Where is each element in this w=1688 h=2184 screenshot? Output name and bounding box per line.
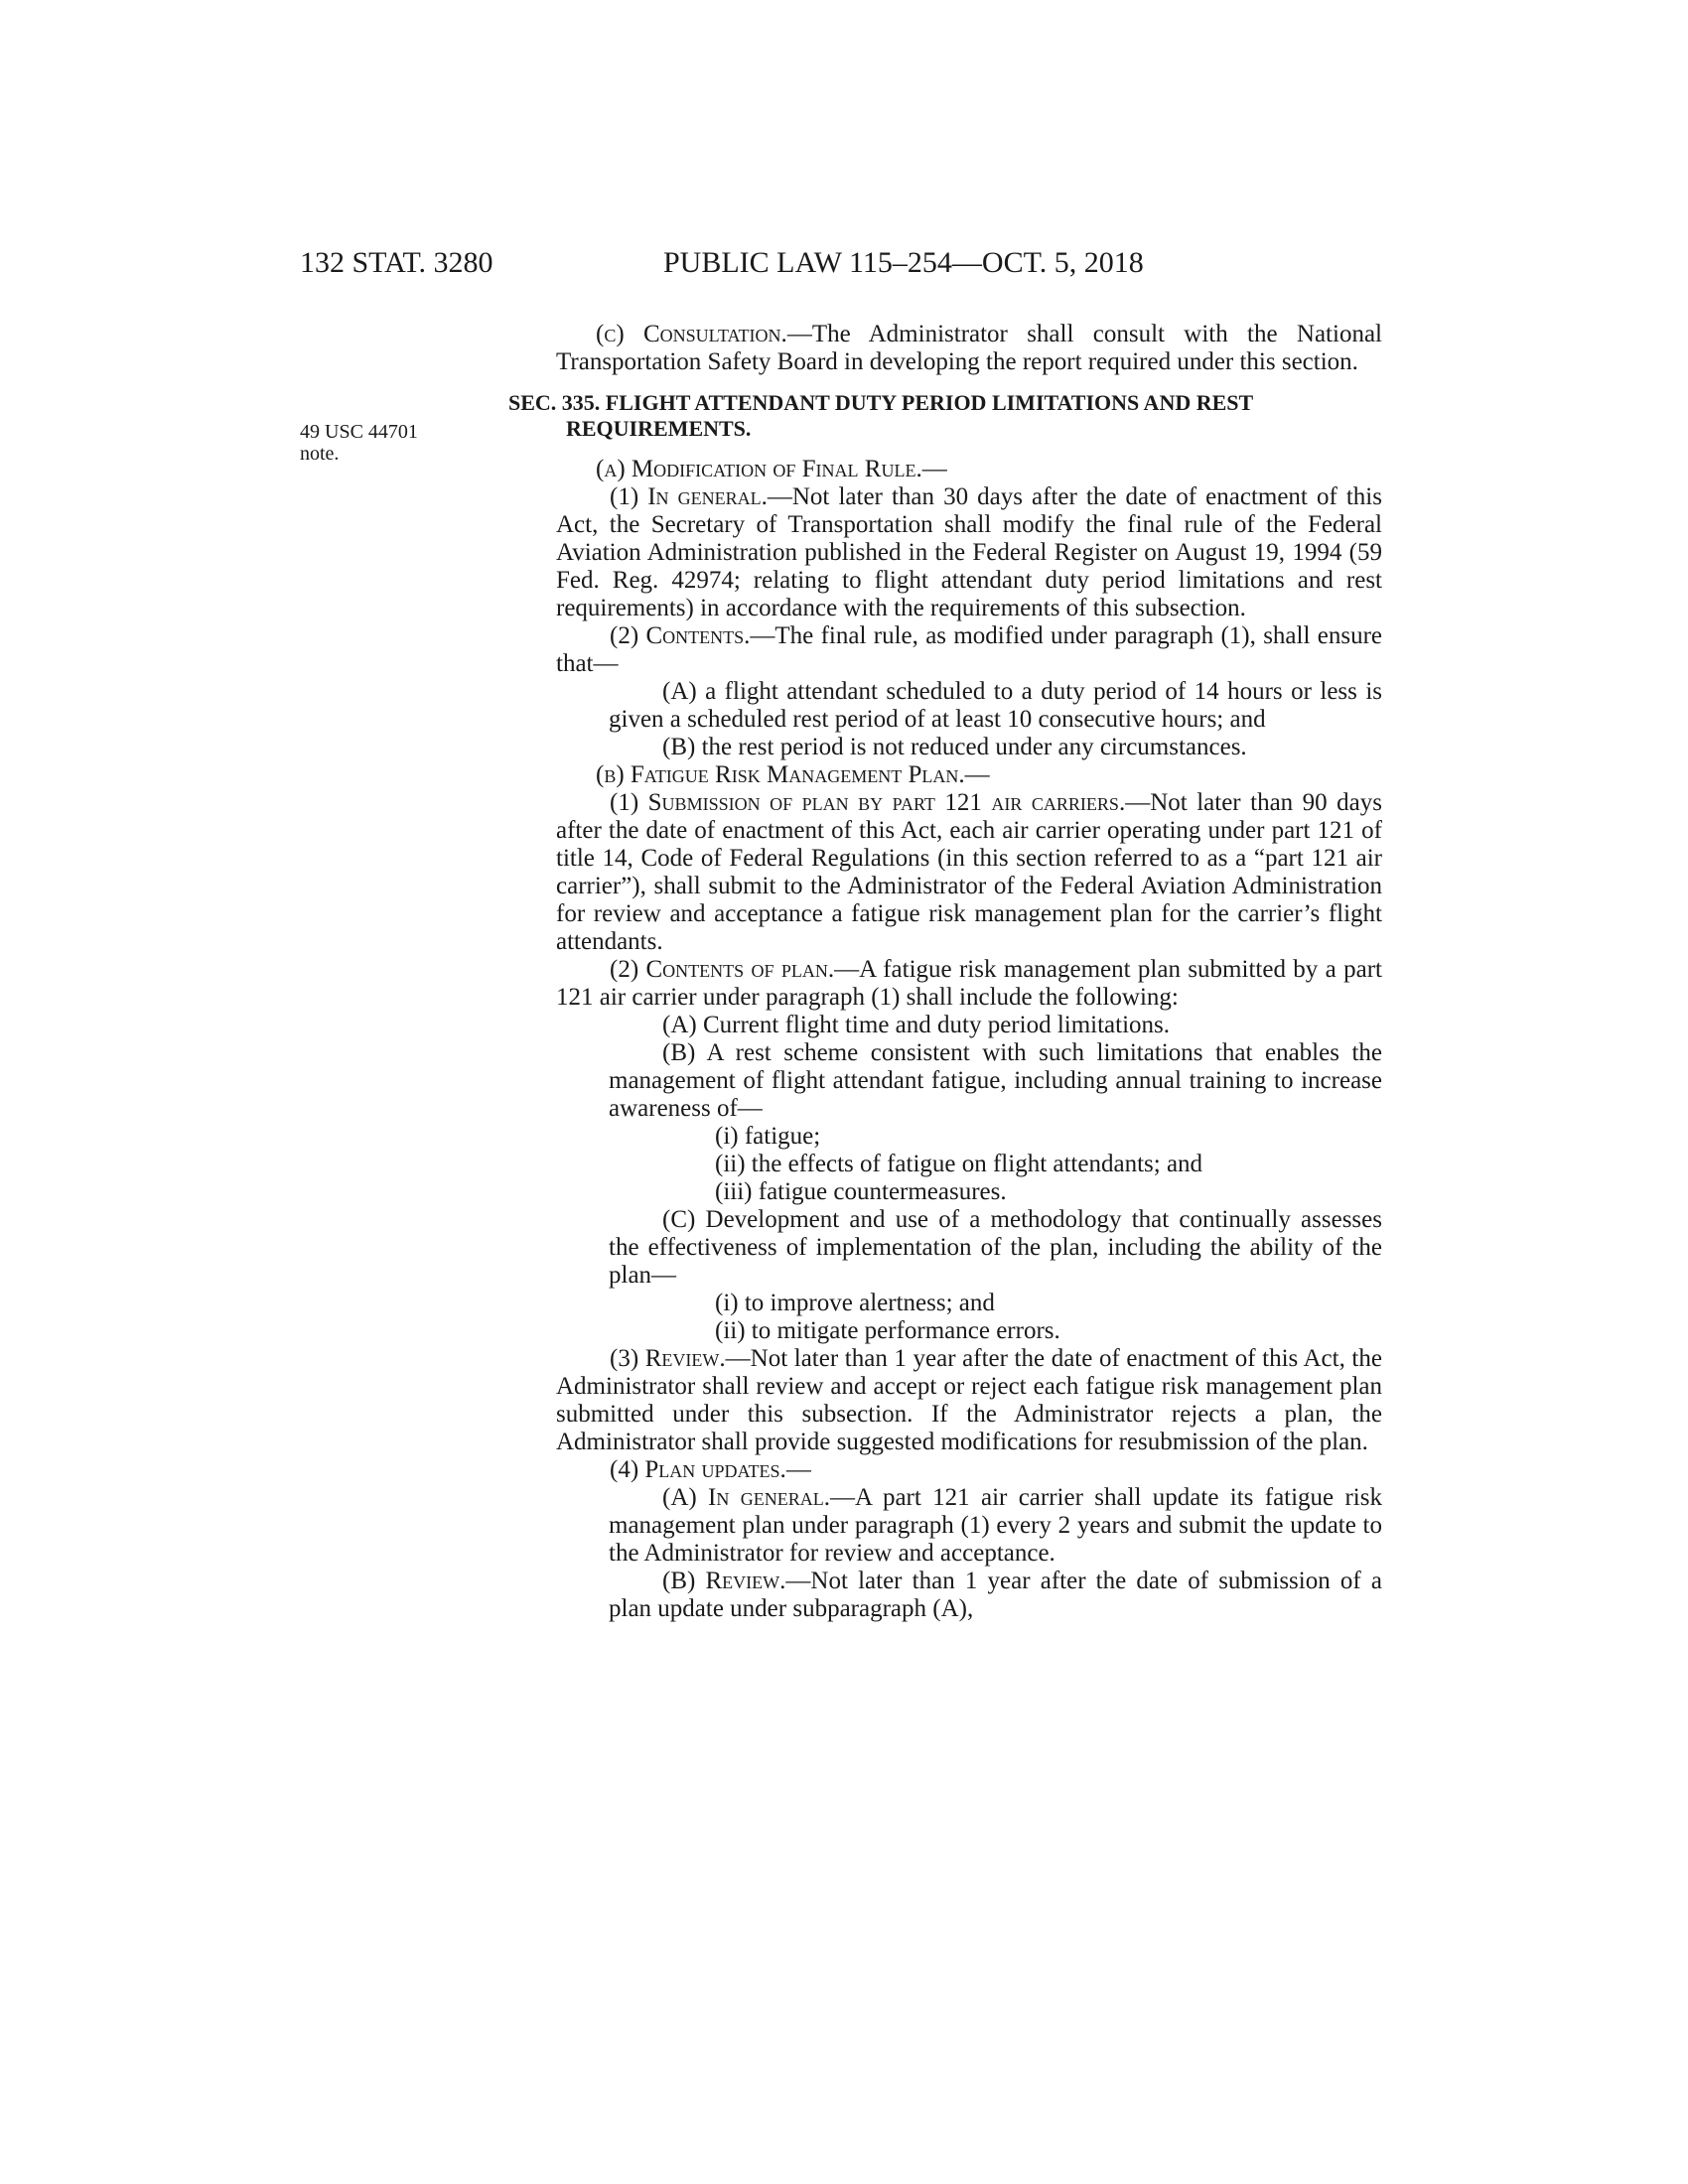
subparagraph-b2-A: (A) Current flight time and duty period limitations. bbox=[662, 1012, 1171, 1038]
subsection-label: (a) Modification of Final Rule. bbox=[596, 456, 922, 482]
subparagraph-b4-A bbox=[609, 1484, 1382, 1568]
paragraph-b1 bbox=[556, 789, 1382, 956]
paragraph-text: —Not later than 1 year after the date of enactment of this Act, the Administrator shall review and accept or reject each fatigue risk management plan submitted under this subsection. If the Administrator rejects a plan, the Administrator shall provide suggested modifications for resubmission of the plan. bbox=[556, 1345, 1382, 1455]
subsection-a-heading bbox=[556, 456, 1382, 483]
paragraph-a1 bbox=[556, 483, 1382, 622]
statute-page-number: 132 STAT. 3280 bbox=[300, 246, 493, 279]
paragraph-a2 bbox=[556, 622, 1382, 678]
margin-note-line-2: note. bbox=[300, 443, 340, 465]
subparagraph-a2-B: (B) the rest period is not reduced under any circumstances. bbox=[662, 734, 1247, 760]
subsection-label: (b) Fatigue Risk Management Plan. bbox=[596, 761, 965, 788]
paragraph-label: (1) Submission of plan by part 121 air carriers. bbox=[610, 789, 1126, 816]
subparagraph-text: —A part 121 air carrier shall update its fatigue risk management plan under paragraph (1) every 2 years and submit the update to the Administrator for review and acceptance. bbox=[609, 1484, 1382, 1567]
margin-note-line-1: 49 USC 44701 bbox=[300, 421, 418, 443]
paragraph-b3 bbox=[556, 1345, 1382, 1456]
paragraph-label: (1) In general. bbox=[610, 483, 768, 510]
clause-b2-C-i: (i) to improve alertness; and bbox=[715, 1290, 995, 1316]
clause-b2-C-ii: (ii) to mitigate performance errors. bbox=[715, 1317, 1060, 1344]
subsection-c-consultation bbox=[556, 321, 1382, 376]
subparagraph-a2-A: (A) a flight attendant scheduled to a duty period of 14 hours or less is given a scheduled rest period of at least 10 consecutive hours; and bbox=[609, 678, 1382, 733]
clause-b2-B-i: (i) fatigue; bbox=[715, 1123, 821, 1150]
subsection-b-heading bbox=[556, 761, 1382, 789]
paragraph-text: —Not later than 90 days after the date of enactment of this Act, each air carrier operating under part 121 of title 14, Code of Federal Regulations (in this section referred to as a “part 121 air carrier”), shall submit to the Administrator of the Federal Aviation Administration for review and acceptance a fatigue risk management plan for the carrier’s flight attendants. bbox=[556, 789, 1383, 955]
paragraph-text: —The final rule, as modified under paragraph (1), shall ensure that— bbox=[556, 622, 1382, 677]
paragraph-b2 bbox=[556, 956, 1382, 1012]
clause-b2-B-ii: (ii) the effects of fatigue on flight attendants; and bbox=[715, 1151, 1203, 1177]
dash: — bbox=[964, 761, 990, 788]
clause-b2-B-iii: (iii) fatigue countermeasures. bbox=[715, 1178, 1007, 1205]
document-body bbox=[0, 321, 1688, 1623]
subparagraph-label: (A) In general. bbox=[662, 1484, 830, 1511]
paragraph-text: —A fatigue risk management plan submitted by a part 121 air carrier under paragraph (1) shall include the following: bbox=[556, 956, 1382, 1011]
dash: — bbox=[785, 1456, 811, 1483]
subparagraph-b4-B bbox=[609, 1568, 1382, 1623]
paragraph-label: (2) Contents. bbox=[610, 622, 751, 649]
paragraph-text: —Not later than 30 days after the date of enactment of this Act, the Secretary of Transportation shall modify the final rule of the Federal Aviation Administration published in the Federal Register on August 19, 1994 (59 Fed. Reg. 42974; relating to flight attendant duty period limitations and rest requirements) in accordance with the requirements of this subsection. bbox=[556, 483, 1382, 621]
subsection-label: (c) Consultation. bbox=[596, 321, 787, 347]
paragraph-b4 bbox=[556, 1456, 1382, 1484]
paragraph-label: (2) Contents of plan. bbox=[610, 956, 835, 983]
public-law-title: PUBLIC LAW 115–254—OCT. 5, 2018 bbox=[663, 246, 1144, 279]
subparagraph-b2-B: (B) A rest scheme consistent with such limitations that enables the management of flight attendant fatigue, including annual training to increase awareness of— bbox=[609, 1039, 1382, 1122]
paragraph-label: (4) Plan updates. bbox=[610, 1456, 786, 1483]
dash: — bbox=[921, 456, 947, 482]
section-heading: SEC. 335. FLIGHT ATTENDANT DUTY PERIOD LIMITATIONS AND REST REQUIREMENTS. bbox=[508, 390, 1253, 441]
paragraph-label: (3) Review. bbox=[610, 1345, 726, 1372]
subsection-text: —The Administrator shall consult with the National Transportation Safety Board in developing the report required under this section. bbox=[556, 321, 1382, 375]
subparagraph-text: —Not later than 1 year after the date of submission of a plan update under subparagraph (A), bbox=[609, 1568, 1382, 1622]
running-header bbox=[0, 246, 1688, 286]
subparagraph-label: (B) Review. bbox=[662, 1568, 786, 1594]
subparagraph-b2-C: (C) Development and use of a methodology that continually assesses the effectiveness of implementation of the plan, including the ability of the plan— bbox=[609, 1206, 1382, 1289]
